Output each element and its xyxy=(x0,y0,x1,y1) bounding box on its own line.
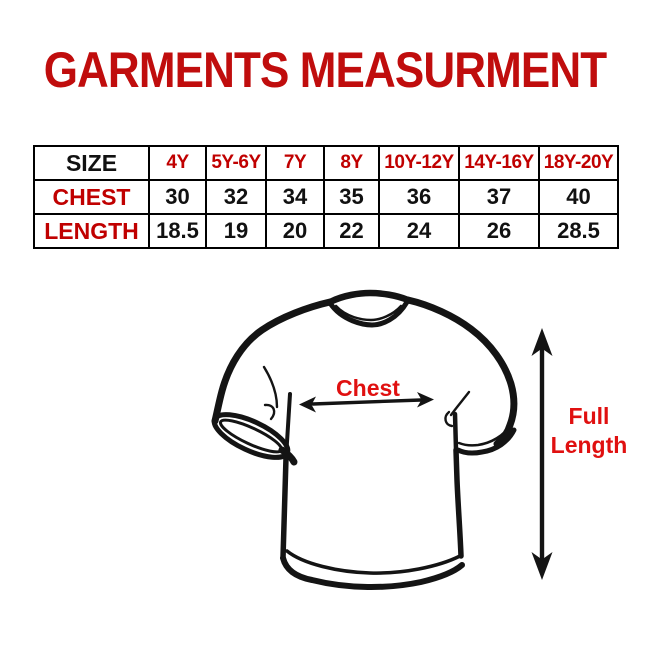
length-header-cell: LENGTH xyxy=(34,214,149,248)
chest-value-cell: 35 xyxy=(324,180,379,214)
size-cell-5y-6y: 5Y-6Y xyxy=(206,146,266,180)
left-sleeve xyxy=(209,302,330,466)
right-sleeve xyxy=(408,300,514,453)
tshirt-body xyxy=(283,394,462,587)
chest-value-cell: 34 xyxy=(266,180,324,214)
chest-value-cell: 37 xyxy=(459,180,539,214)
length-value-cell: 22 xyxy=(324,214,379,248)
collar xyxy=(330,293,408,325)
length-value-cell: 24 xyxy=(379,214,459,248)
size-cell-14y-16y: 14Y-16Y xyxy=(459,146,539,180)
length-value-cell: 18.5 xyxy=(149,214,206,248)
chest-header-cell: CHEST xyxy=(34,180,149,214)
full-length-label-line2: Length xyxy=(550,432,628,458)
chest-value-cell: 40 xyxy=(539,180,618,214)
size-cell-18y-20y: 18Y-20Y xyxy=(539,146,618,180)
chest-value-cell: 30 xyxy=(149,180,206,214)
length-value-cell: 19 xyxy=(206,214,266,248)
tshirt-drawing xyxy=(209,293,514,587)
length-value-cell: 26 xyxy=(459,214,539,248)
full-length-label-line1: Full xyxy=(568,403,610,429)
chest-value-cell: 32 xyxy=(206,180,266,214)
size-cell-4y: 4Y xyxy=(149,146,206,180)
chest-measure-label: Chest xyxy=(336,375,400,401)
size-cell-8y: 8Y xyxy=(324,146,379,180)
length-value-cell: 20 xyxy=(266,214,324,248)
page-title: GARMENTS MEASURMENT xyxy=(43,42,607,98)
chest-value-cell: 36 xyxy=(379,180,459,214)
full-length-measure-label xyxy=(543,402,635,460)
size-cell-10y-12y: 10Y-12Y xyxy=(379,146,459,180)
size-cell-7y: 7Y xyxy=(266,146,324,180)
left-cuff-outer xyxy=(209,406,294,466)
hem-inner-line xyxy=(287,551,460,573)
length-value-cell: 28.5 xyxy=(539,214,618,248)
size-header-cell: SIZE xyxy=(34,146,149,180)
